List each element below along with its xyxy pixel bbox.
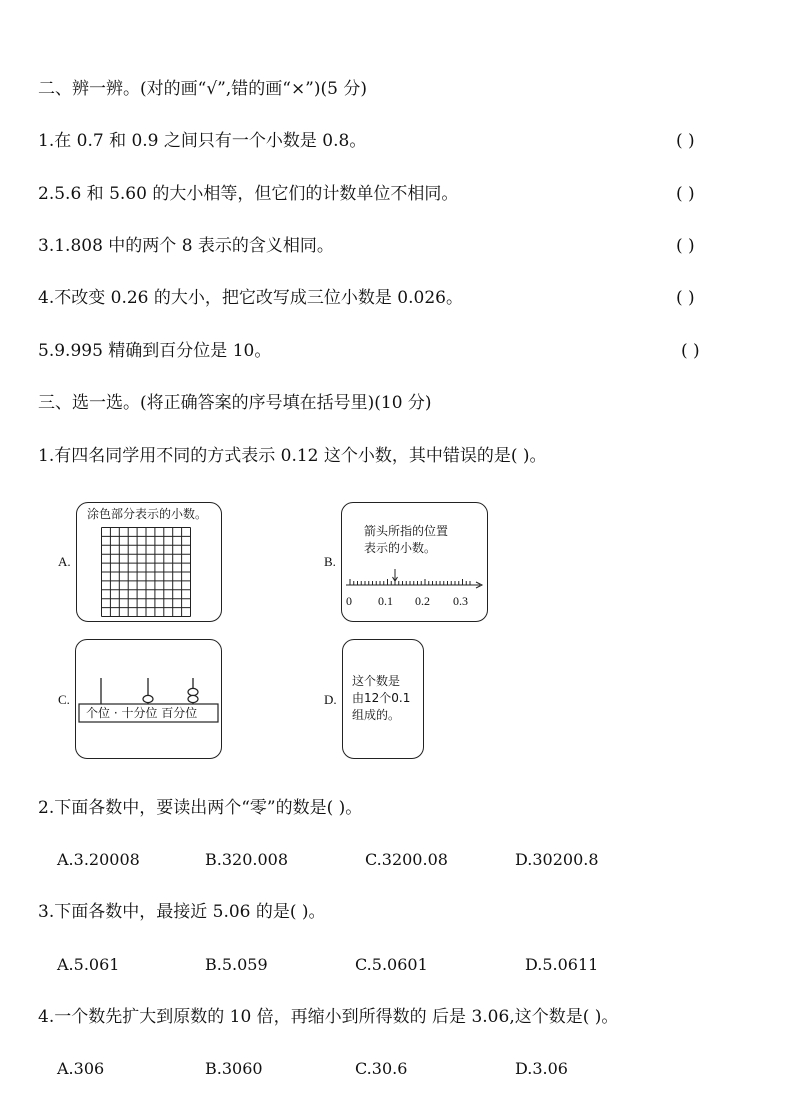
q4-option-b[interactable]: B.3060	[205, 1059, 263, 1078]
q3-option-c[interactable]: C.5.0601	[355, 955, 428, 974]
answer-blank-2[interactable]: ( )	[676, 184, 695, 204]
q2-option-a[interactable]: A.3.20008	[57, 850, 140, 869]
tick-label-0: 0	[346, 594, 352, 608]
judge-item-4: 4.不改变 0.26 的大小，把它改写成三位小数是 0.026。	[38, 288, 463, 308]
q3-option-d[interactable]: D.5.0611	[525, 955, 599, 974]
q4-option-c[interactable]: C.30.6	[355, 1059, 408, 1078]
answer-blank-4[interactable]: ( )	[676, 288, 695, 308]
figure-b	[341, 502, 488, 622]
answer-blank-3[interactable]: ( )	[676, 236, 695, 256]
q3-option-a[interactable]: A.5.061	[57, 955, 120, 974]
figure-a	[76, 502, 222, 622]
q2-option-b[interactable]: B.320.008	[205, 850, 289, 869]
answer-blank-1[interactable]: ( )	[676, 131, 695, 151]
q4-option-d[interactable]: D.3.06	[515, 1059, 568, 1078]
tick-label-0-2: 0.2	[415, 594, 430, 608]
fig-d-label: D.	[324, 692, 337, 707]
section2-title: 二、辨一辨。(对的画“√”,错的画“×”)(5 分)	[38, 79, 367, 99]
question-3: 3.下面各数中，最接近 5.06 的是( )。	[38, 902, 326, 922]
q2-option-d[interactable]: D.30200.8	[515, 850, 599, 869]
tick-label-0-3: 0.3	[453, 594, 468, 608]
abacus	[76, 640, 222, 758]
answer-blank-5[interactable]: ( )	[681, 341, 700, 361]
fig-d-line-3: 组成的。	[352, 708, 401, 722]
hundred-grid	[101, 527, 191, 617]
judge-item-5: 5.9.995 精确到百分位是 10。	[38, 341, 272, 361]
fig-b-caption-2: 表示的小数。	[364, 541, 437, 555]
fig-a-caption: 涂色部分表示的小数。	[87, 507, 208, 521]
figure-d	[342, 639, 424, 759]
fig-c-label: C.	[58, 692, 70, 707]
figure-c	[75, 639, 222, 759]
question-2: 2.下面各数中，要读出两个“零”的数是( )。	[38, 798, 363, 818]
place-value-labels: 个位 · 十分位 百分位	[86, 706, 198, 720]
fig-d-line-2: 由12个0.1	[352, 691, 411, 705]
q2-option-c[interactable]: C.3200.08	[365, 850, 448, 869]
judge-item-2: 2.5.6 和 5.60 的大小相等，但它们的计数单位不相同。	[38, 184, 459, 204]
question-1: 1.有四名同学用不同的方式表示 0.12 这个小数，其中错误的是( )。	[38, 446, 547, 466]
tick-label-0-1: 0.1	[378, 594, 393, 608]
q4-option-a[interactable]: A.306	[57, 1059, 105, 1078]
q3-option-b[interactable]: B.5.059	[205, 955, 268, 974]
question-4: 4.一个数先扩大到原数的 10 倍，再缩小到所得数的 后是 3.06,这个数是( )。	[38, 1007, 619, 1027]
fig-a-label: A.	[58, 554, 71, 569]
section3-title: 三、选一选。(将正确答案的序号填在括号里)(10 分)	[38, 393, 432, 413]
judge-item-3: 3.1.808 中的两个 8 表示的含义相同。	[38, 236, 334, 256]
judge-item-1: 1.在 0.7 和 0.9 之间只有一个小数是 0.8。	[38, 131, 367, 151]
fig-b-caption-1: 箭头所指的位置	[364, 524, 449, 538]
fig-d-line-1: 这个数是	[352, 674, 401, 688]
fig-b-label: B.	[324, 554, 336, 569]
